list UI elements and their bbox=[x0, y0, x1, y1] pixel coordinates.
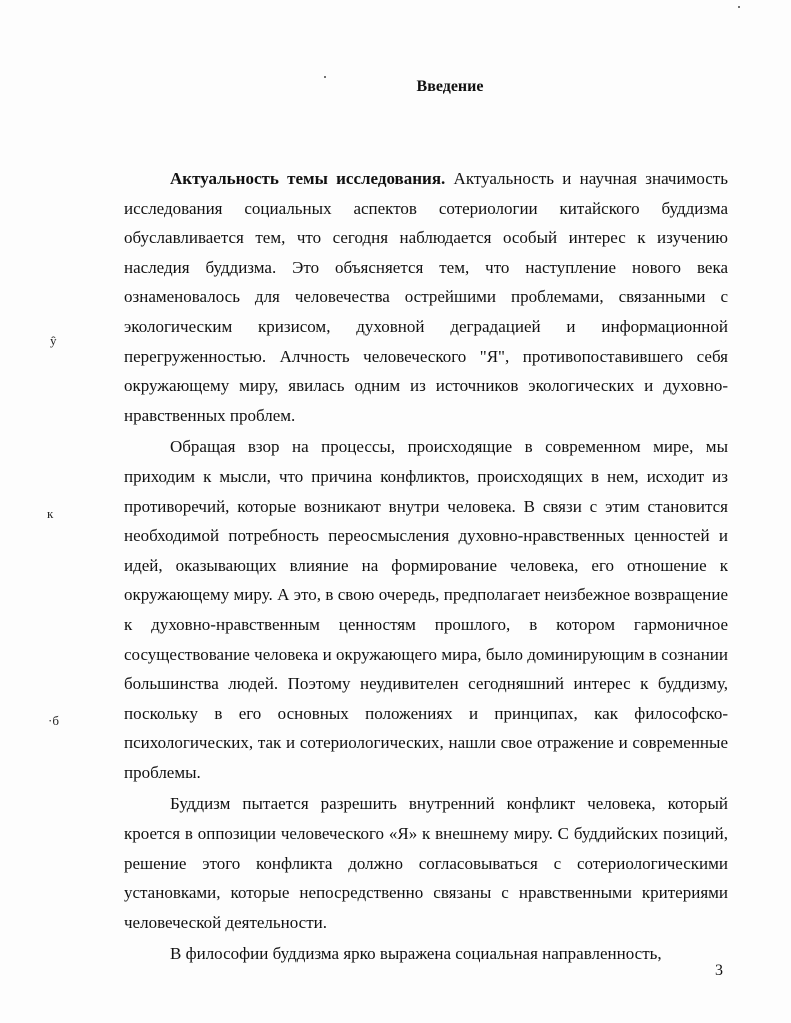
paragraph-text: Актуальность и научная значимость исследования социальных аспектов сотериологии китайского буддизма обуславливается тем, что сегодня наблюдается особый интерес к изучению наследия буддизма. Это объясняется тем, что наступление нового века ознаменовалось для человечества острейшими проблемами, связанными с экологическим кризисом, духовной деградацией и информационной перегруженностью. Алчность человеческого "Я", противопоставившего себя окружающему миру, явилась одним из источников экологических и духовно-нравственных проблем. bbox=[124, 169, 728, 425]
scan-artifact-dot bbox=[324, 76, 326, 78]
body-text bbox=[124, 164, 728, 969]
page-number: 3 bbox=[715, 962, 723, 979]
scan-artifact-dot bbox=[738, 6, 740, 8]
paragraph-1 bbox=[124, 164, 728, 430]
page-title: Введение bbox=[416, 78, 484, 95]
scan-artifact-mark: ·б bbox=[48, 713, 59, 728]
paragraph-3: Буддизм пытается разрешить внутренний конфликт человека, который кроется в оппозиции человеческого «Я» к внешнему миру. С буддийских позиций, решение этого конфликта должно согласовываться с сотериологическими установками, которые непосредственно связаны с нравственными критериями человеческой деятельности. bbox=[124, 794, 728, 932]
paragraph-4: В философии буддизма ярко выражена социальная направленность, bbox=[170, 944, 662, 964]
paragraph-2: Обращая взор на процессы, происходящие в современном мире, мы приходим к мысли, что причина конфликтов, происходящих в нем, исходит из противоречий, которые возникают внутри человека. В связи с этим становится необходимой потребность переосмысления духовно-нравственных ценностей и идей, оказывающих влияние на формирование человека, его отношение к окружающему миру. А это, в свою очередь, предполагает неизбежное возвращение к духовно-нравственным ценностям прошлого, в котором гармоничное сосуществование человека и окружающего мира, было доминирующим в сознании большинства людей. Поэтому неудивителен сегодняшний интерес к буддизму, поскольку в его основных положениях и принципах, как философско-психологических, так и сотериологических, нашли свое отражение и современные проблемы. bbox=[124, 437, 728, 782]
scan-artifact-mark: ŷ bbox=[50, 333, 57, 348]
paragraph-lead: Актуальность темы исследования. bbox=[170, 169, 446, 188]
scan-artifact-mark: к bbox=[47, 506, 54, 521]
